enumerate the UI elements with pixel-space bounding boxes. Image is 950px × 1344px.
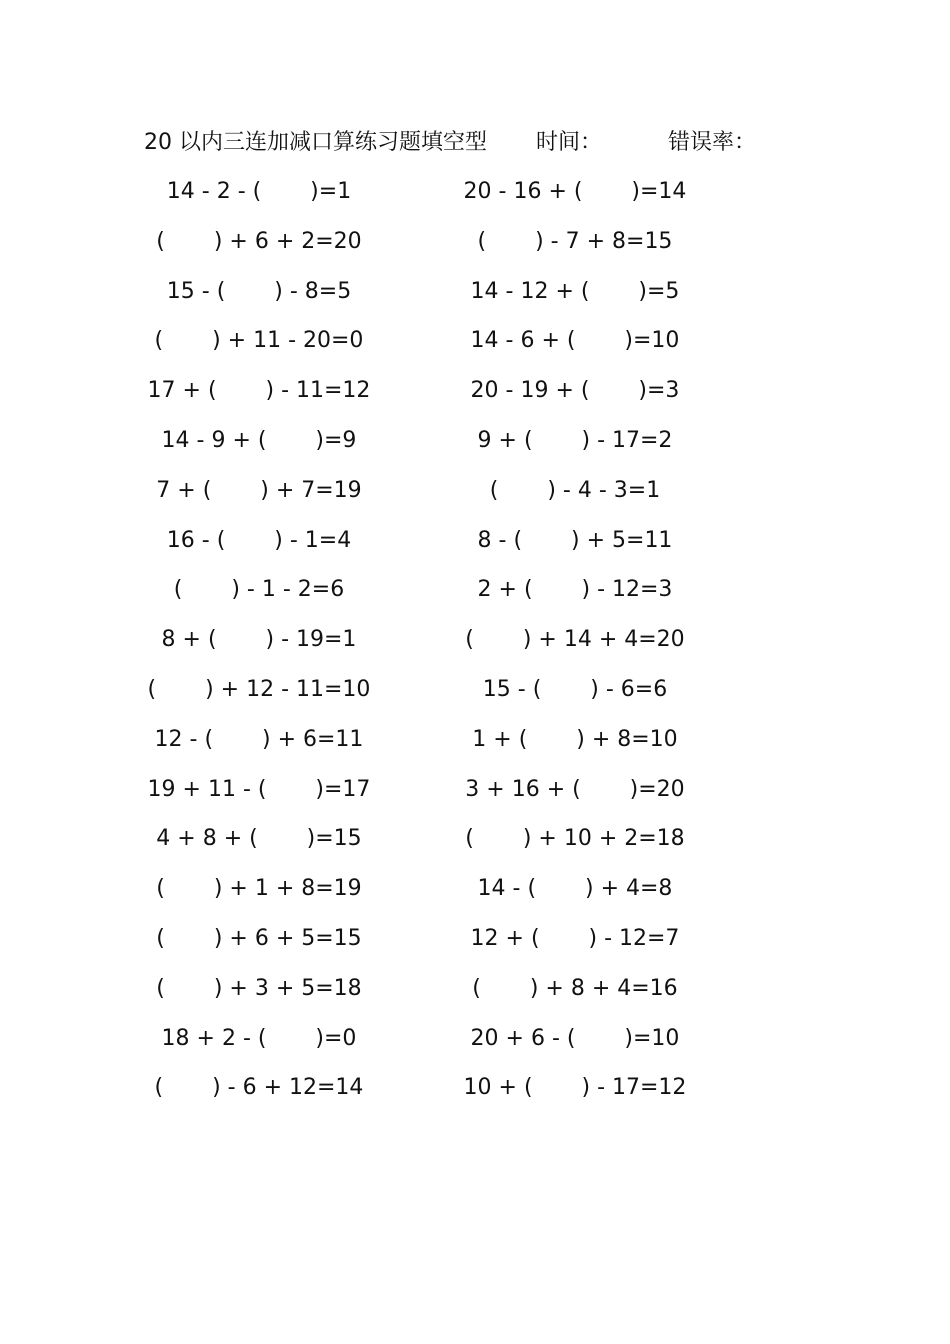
problem-left: ( ) + 1 + 8=19	[156, 876, 362, 902]
problem-left: 14 - 9 + ( )=9	[161, 427, 357, 453]
error-rate-label: 错误率：	[668, 130, 757, 155]
problem-left: 4 + 8 + ( )=15	[156, 826, 362, 852]
problem-left: ( ) + 3 + 5=18	[156, 975, 362, 1001]
problem-right: 14 - 12 + ( )=5	[470, 278, 680, 304]
problem-row	[144, 519, 704, 569]
problem-right: 12 + ( ) - 12=7	[470, 925, 680, 951]
problem-right: 15 - ( ) - 6=6	[482, 676, 668, 702]
problem-right: 20 - 16 + ( )=14	[463, 179, 687, 204]
problem-row	[144, 917, 704, 967]
problem-right: 8 - ( ) + 5=11	[477, 527, 673, 553]
problem-right: 14 - ( ) + 4=8	[477, 876, 673, 902]
problem-row	[144, 1066, 704, 1116]
problem-row	[144, 718, 704, 768]
problem-right: 10 + ( ) - 17=12	[463, 1075, 687, 1101]
problem-right: ( ) + 10 + 2=18	[465, 826, 685, 852]
problem-row	[144, 270, 704, 320]
problem-row	[144, 1017, 704, 1067]
problem-left: ( ) + 6 + 5=15	[156, 925, 362, 951]
problem-right: 20 - 19 + ( )=3	[470, 378, 680, 404]
problem-row	[144, 967, 704, 1017]
problem-right: 20 + 6 - ( )=10	[470, 1025, 680, 1051]
problem-row	[144, 867, 704, 917]
problem-right: 9 + ( ) - 17=2	[477, 427, 673, 453]
problem-row	[144, 319, 704, 369]
problem-left: 8 + ( ) - 19=1	[161, 627, 357, 653]
problem-left: 16 - ( ) - 1=4	[166, 527, 352, 553]
problem-row	[144, 568, 704, 618]
problem-row	[144, 369, 704, 419]
problem-right: ( ) - 7 + 8=15	[477, 228, 673, 254]
problem-right: ( ) + 14 + 4=20	[465, 627, 685, 653]
problem-left: 19 + 11 - ( )=17	[147, 776, 371, 802]
problem-left: 14 - 2 - ( )=1	[166, 179, 352, 204]
problem-left: 12 - ( ) + 6=11	[154, 726, 364, 752]
problem-row	[144, 817, 704, 867]
problem-right: 1 + ( ) + 8=10	[472, 726, 678, 752]
problem-right: 14 - 6 + ( )=10	[470, 328, 680, 354]
problem-row	[144, 419, 704, 469]
problem-left: ( ) - 1 - 2=6	[173, 577, 345, 603]
problem-left: 7 + ( ) + 7=19	[156, 477, 362, 503]
problem-left: ( ) - 6 + 12=14	[154, 1075, 364, 1101]
worksheet-title: 20 以内三连加减口算练习题填空型	[144, 130, 487, 155]
worksheet-header	[144, 126, 784, 160]
problem-right: ( ) - 4 - 3=1	[489, 477, 661, 503]
problem-left: 15 - ( ) - 8=5	[166, 278, 352, 304]
problem-row	[144, 220, 704, 270]
problem-left: 17 + ( ) - 11=12	[147, 378, 371, 404]
problem-row	[144, 170, 704, 220]
problem-left: ( ) + 6 + 2=20	[156, 228, 362, 254]
problem-right: 2 + ( ) - 12=3	[477, 577, 673, 603]
problem-right: ( ) + 8 + 4=16	[472, 975, 678, 1001]
problem-left: 18 + 2 - ( )=0	[161, 1025, 357, 1051]
problem-row	[144, 618, 704, 668]
problem-row	[144, 668, 704, 718]
problem-right: 3 + 16 + ( )=20	[465, 776, 685, 802]
problem-row	[144, 768, 704, 818]
problem-left: ( ) + 12 - 11=10	[147, 676, 371, 702]
problem-grid	[144, 170, 704, 1116]
time-label: 时间：	[536, 130, 603, 155]
problem-left: ( ) + 11 - 20=0	[154, 328, 364, 354]
problem-row	[144, 469, 704, 519]
